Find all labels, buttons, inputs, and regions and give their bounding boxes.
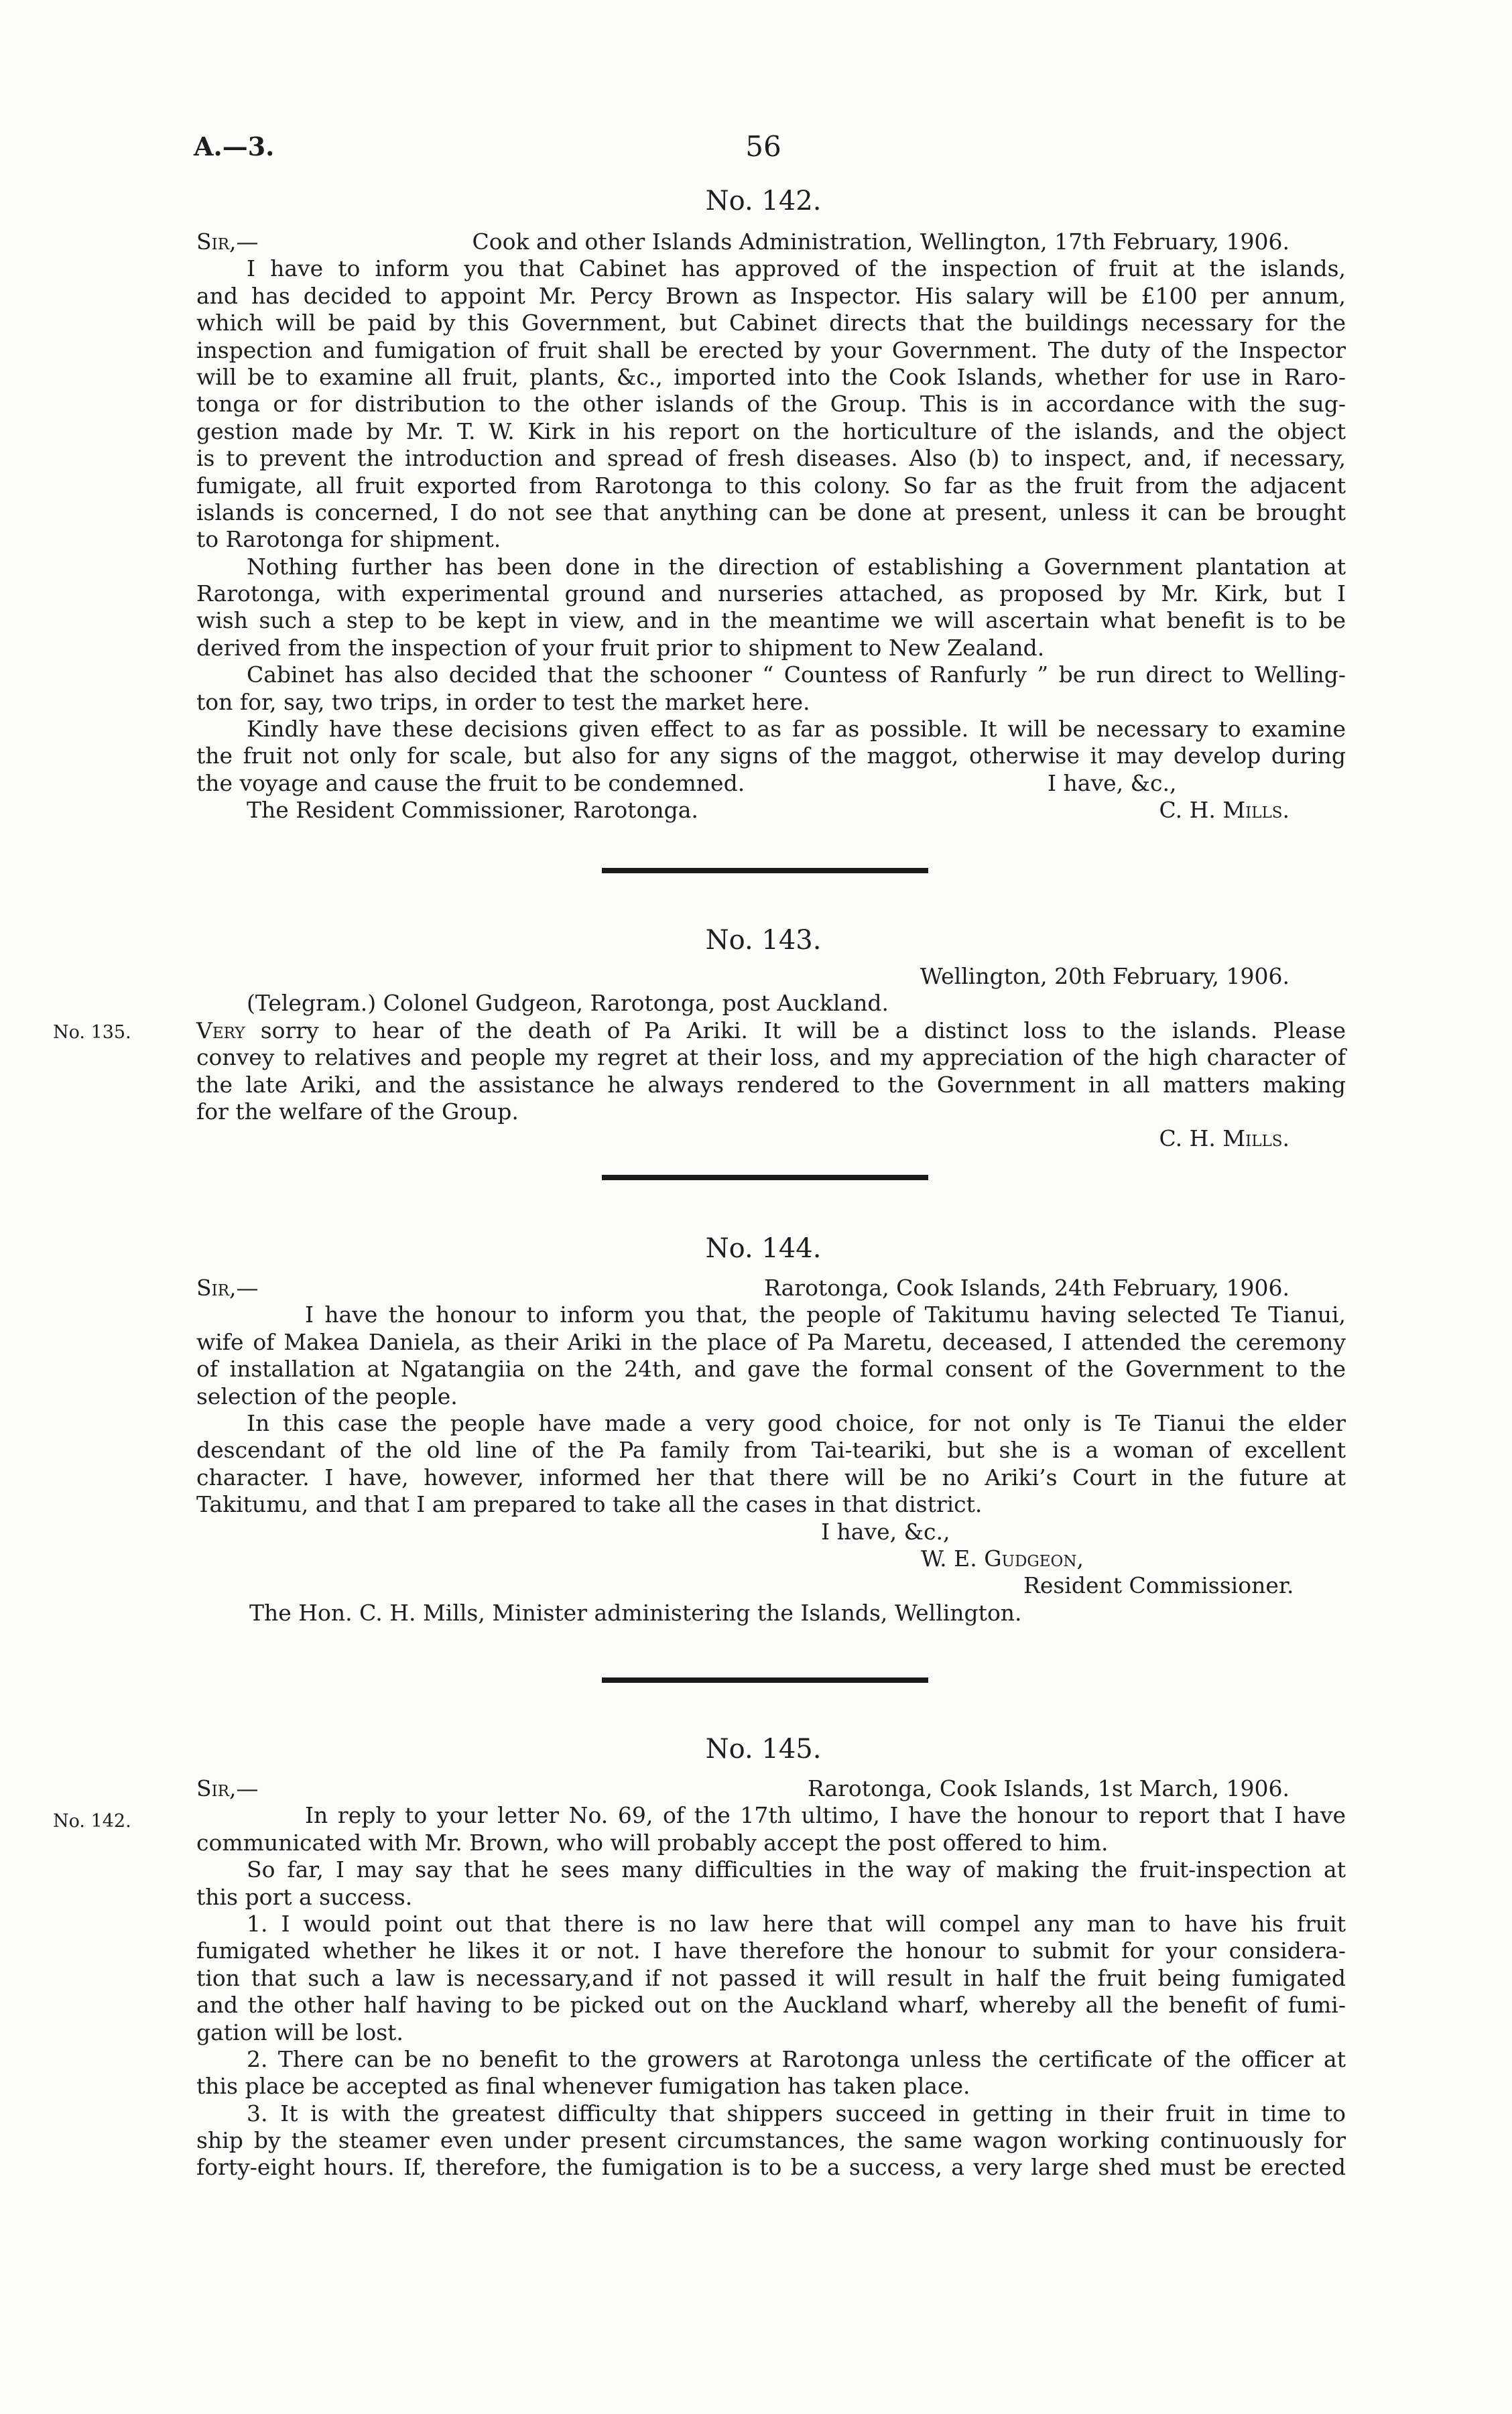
- text-line: fumigated whether he likes it or not. I have therefore the honour to submit for your considera-: [196, 1937, 1346, 1964]
- signature-row: [196, 797, 1346, 824]
- text-line: the fruit not only for scale, but also for any signs of the maggot, otherwise it may develop during: [196, 743, 1346, 769]
- place-date: Cook and other Islands Administration, Wellington, 17th February, 1906.: [472, 229, 1289, 255]
- text-line: the late Ariki, and the assistance he always rendered to the Government in all matters making: [196, 1071, 1346, 1098]
- telegram-line: (Telegram.) Colonel Gudgeon, Rarotonga, post Auckland.: [247, 990, 889, 1017]
- addressee: The Resident Commissioner, Rarotonga.: [247, 797, 698, 824]
- place-date-row: [196, 963, 1346, 990]
- text-line: 2. There can be no benefit to the growers at Rarotonga unless the certificate of the officer at: [247, 2045, 1346, 2072]
- salutation-row: [196, 1275, 1346, 1301]
- text-line: 3. It is with the greatest difficulty that shippers succeed in getting in their fruit in time to: [247, 2100, 1346, 2126]
- addressee: The Hon. C. H. Mills, Minister administering the Islands, Wellington.: [249, 1599, 1022, 1626]
- text-line: and has decided to appoint Mr. Percy Brown as Inspector. His salary will be £100 per annum,: [196, 282, 1346, 309]
- salutation: Sir,—: [196, 1275, 259, 1301]
- text-line: ship by the steamer even under present circumstances, the same wagon working continuously for: [196, 2127, 1346, 2154]
- text-line: wish such a step to be kept in view, and in the meantime we will ascertain what benefit is to be: [196, 607, 1346, 634]
- letter-144: [196, 1275, 1346, 1627]
- closing: I have, &c.,: [821, 1518, 950, 1545]
- signature: W. E. Gudgeon,: [921, 1545, 1084, 1572]
- series-reference: A.—3.: [194, 131, 275, 162]
- text-line: the voyage and cause the fruit to be condemned.: [196, 769, 745, 796]
- text-line: tonga or for distribution to the other islands of the Group. This is in accordance with the sug-: [196, 391, 1346, 418]
- letter-143-heading: No. 143.: [705, 925, 822, 956]
- text-line: for the welfare of the Group.: [196, 1098, 519, 1125]
- text-line: to Rarotonga for shipment.: [196, 526, 501, 553]
- section-divider: [602, 1677, 928, 1683]
- salutation: Sir,—: [196, 1775, 259, 1801]
- text-line: gestion made by Mr. T. W. Kirk in his report on the horticulture of the islands, and the object: [196, 418, 1346, 444]
- text-line: will be to examine all fruit, plants, &c., imported into the Cook Islands, whether for use in Raro-: [196, 363, 1346, 390]
- signature: C. H. Mills.: [1159, 797, 1289, 824]
- text-line: this port a success.: [196, 1883, 413, 1910]
- place-date: Wellington, 20th February, 1906.: [920, 963, 1289, 989]
- text-line: character. I have, however, informed her that there will be no Ariki’s Court in the future at: [196, 1464, 1346, 1490]
- signature: C. H. Mills.: [1159, 1125, 1289, 1152]
- text-line: forty-eight hours. If, therefore, the fumigation is to be a success, a very large shed must be erected: [196, 2154, 1346, 2181]
- place-date: Rarotonga, Cook Islands, 24th February, 1906.: [764, 1275, 1289, 1301]
- text-line: I have the honour to inform you that, the people of Takitumu having selected Te Tianui,: [305, 1301, 1346, 1328]
- text-line: So far, I may say that he sees many difficulties in the way of making the fruit-inspection at: [247, 1856, 1346, 1883]
- margin-note: No. 142.: [53, 1811, 131, 1832]
- text-line: derived from the inspection of your fruit prior to shipment to New Zealand.: [196, 634, 1045, 661]
- text-line: Rarotonga, with experimental ground and nurseries attached, as proposed by Mr. Kirk, but I: [196, 580, 1346, 607]
- signature-row: [196, 1125, 1346, 1152]
- place-date: Rarotonga, Cook Islands, 1st March, 1906.: [807, 1775, 1289, 1801]
- text-line: this place be accepted as final whenever fumigation has taken place.: [196, 2073, 970, 2100]
- letter-145-heading: No. 145.: [705, 1734, 822, 1765]
- text-line: [196, 1017, 1346, 1044]
- text-line: 1. I would point out that there is no law here that will compel any man to have his fruit: [247, 1910, 1346, 1937]
- salutation: Sir,—: [196, 229, 259, 255]
- text-line: and the other half having to be picked out on the Auckland wharf, whereby all the benefit of fumi-: [196, 1992, 1346, 2019]
- letter-143: [196, 963, 1346, 1153]
- text-line: In this case the people have made a very good choice, for not only is Te Tianui the elder: [247, 1409, 1346, 1436]
- text-line: Nothing further has been done in the direction of establishing a Government plantation at: [247, 553, 1346, 580]
- text-line: convey to relatives and people my regret at their loss, and my appreciation of the high character of: [196, 1044, 1346, 1071]
- page-number: 56: [745, 130, 781, 163]
- text-line: which will be paid by this Government, but Cabinet directs that the buildings necessary for the: [196, 310, 1346, 336]
- text-line: fumigate, all fruit exported from Rarotonga to this colony. So far as the fruit from the adjacent: [196, 472, 1346, 499]
- section-divider: [602, 868, 928, 873]
- closing: I have, &c.,: [1048, 769, 1177, 796]
- text-line: inspection and fumigation of fruit shall be erected by your Government. The duty of the Inspector: [196, 336, 1346, 363]
- text-line: tion that such a law is necessary,and if not passed it will result in half the fruit being fumigated: [196, 1964, 1346, 1991]
- letter-145: [196, 1775, 1346, 2181]
- text-line: In reply to your letter No. 69, of the 17th ultimo, I have the honour to report that I have: [305, 1802, 1346, 1829]
- text-line: gation will be lost.: [196, 2019, 403, 2045]
- section-divider: [602, 1175, 928, 1180]
- text-line-rest: sorry to hear of the death of Pa Ariki. It will be a distinct loss to the islands. Please: [260, 1017, 1346, 1043]
- text-line: of installation at Ngatangiia on the 24th, and gave the formal consent of the Government to the: [196, 1356, 1346, 1383]
- lead-word: Very: [196, 1017, 245, 1043]
- letter-144-heading: No. 144.: [705, 1233, 822, 1264]
- text-line: I have to inform you that Cabinet has approved of the inspection of fruit at the islands,: [247, 255, 1346, 282]
- text-line: communicated with Mr. Brown, who will probably accept the post offered to him.: [196, 1829, 1109, 1856]
- text-line: ton for, say, two trips, in order to test the market here.: [196, 688, 810, 715]
- text-line: Takitumu, and that I am prepared to take all the cases in that district.: [196, 1491, 983, 1518]
- text-line: descendant of the old line of the Pa family from Tai-teariki, but she is a woman of excellent: [196, 1437, 1346, 1464]
- letter-142: [196, 229, 1346, 824]
- text-line: Cabinet has also decided that the schooner “ Countess of Ranfurly ” be run direct to Welling-: [247, 661, 1346, 688]
- margin-note: No. 135.: [53, 1022, 131, 1043]
- salutation-row: [196, 1775, 1346, 1802]
- signatory-title: Resident Commissioner.: [1023, 1572, 1294, 1599]
- letter-142-heading: No. 142.: [705, 186, 822, 216]
- salutation-row: [196, 229, 1346, 255]
- text-line: Kindly have these decisions given effect to as far as possible. It will be necessary to examine: [247, 716, 1346, 743]
- text-line: is to prevent the introduction and spread of fresh diseases. Also (b) to inspect, and, if necessary,: [196, 445, 1346, 472]
- text-line: islands is concerned, I do not see that anything can be done at present, unless it can be brought: [196, 499, 1346, 525]
- closing-row: [196, 770, 1346, 797]
- text-line: selection of the people.: [196, 1383, 458, 1409]
- text-line: wife of Makea Daniela, as their Ariki in the place of Pa Maretu, deceased, I attended the ceremony: [196, 1328, 1346, 1355]
